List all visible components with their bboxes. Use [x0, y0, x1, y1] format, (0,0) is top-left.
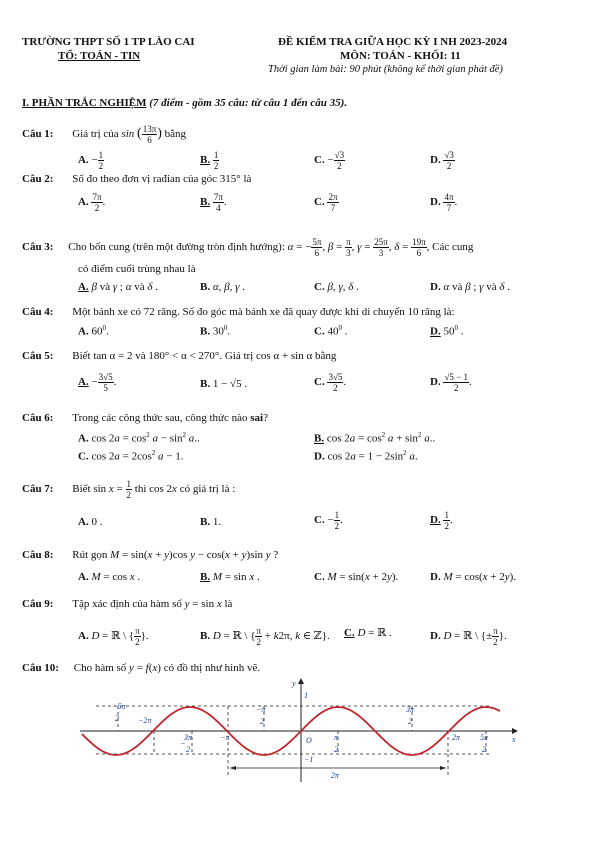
question-text: Biết sin x = $\frac{1}{2}$ thì cos 2x có giá trị là :: [72, 479, 236, 500]
guide-lines: [96, 706, 492, 776]
q3-option-b[interactable]: B. α, β, γ .: [200, 281, 245, 293]
function-graph: [80, 676, 520, 784]
tick-y-neg-1: −1: [304, 755, 314, 764]
tick-y-1: 1: [304, 691, 308, 700]
q2-option-a[interactable]: A. $\frac{7\pi}{2}$ .: [78, 192, 106, 213]
q4-option-c[interactable]: C. $40^0$ .: [314, 324, 348, 338]
y-axis-arrow-icon: [298, 678, 304, 684]
q5-option-d[interactable]: D. $\frac{√5 - 1}{2}$ .: [430, 372, 472, 393]
q4-option-a[interactable]: A. $60^0$.: [78, 324, 109, 338]
q5-option-c[interactable]: C. $\frac{3√5}{2}$ .: [314, 372, 347, 393]
q8-option-c[interactable]: C. M = sin(x + 2y).: [314, 571, 399, 583]
q6-option-d[interactable]: D. $\cos 2a = 1 - 2\sin^2$ a.: [314, 449, 418, 463]
tick-neg-3pi-2: 3π: [184, 733, 193, 742]
tick-5pi-2-den: 2: [482, 745, 486, 754]
school-name: TRƯỜNG THPT SỐ 1 TP LÀO CAI: [22, 36, 195, 48]
question-label: Câu 8:: [22, 549, 54, 561]
q8-option-d[interactable]: D. M = cos(x + 2y).: [430, 571, 517, 583]
tick-neg-2pi: −2π: [138, 716, 152, 725]
q4-option-b[interactable]: B. $30^0$.: [200, 324, 231, 338]
question-9: [22, 598, 232, 610]
period-arrow-right-icon: [440, 766, 446, 770]
tick-pi-2: π: [334, 733, 339, 742]
question-3: [22, 237, 473, 258]
question-text: Cho bốn cung (trên một đường tròn định hướng): α = − $\frac{5\pi}{6}$ , β = $\frac{\pi}{3}$ , γ = $\frac{25\pi}{3}$ , δ = $\frac{19\pi}{6}$ , Các cung: [68, 237, 474, 258]
tick-3pi-2-den: 2: [408, 717, 412, 726]
q7-option-d[interactable]: D. $\frac{1}{2}$ .: [430, 510, 453, 531]
subject: MÔN: TOÁN - KHỐI: 11: [340, 50, 461, 62]
q1-option-b[interactable]: B. $\frac{1}{2}$: [200, 150, 219, 171]
question-3-cont: có điểm cuối trùng nhau là: [78, 263, 196, 275]
q8-option-b[interactable]: B. M = sin x .: [200, 571, 260, 583]
question-6: [22, 412, 268, 424]
q3-option-c[interactable]: C. β, γ, δ .: [314, 281, 359, 293]
section-note: (7 điểm - gồm 35 câu: từ câu 1 đến câu 35).: [146, 97, 348, 109]
q4-option-d[interactable]: D. $50^0$ .: [430, 324, 464, 338]
question-text: Giá trị của sin ( $\frac{13\pi}{6}$ ) bằng: [72, 124, 187, 145]
tick-neg-pi-2-den: 2: [260, 717, 264, 726]
section-title: I. PHẦN TRẮC NGHIỆM: [22, 97, 147, 109]
question-label: Câu 5:: [22, 350, 54, 362]
question-label: Câu 10:: [22, 662, 59, 674]
tick-neg-5pi-2-den: 2: [115, 714, 119, 723]
q6-option-b[interactable]: B. $\cos 2a = \cos^2 a + \sin^2 a$..: [314, 431, 436, 445]
tick-pi-2-den: 2: [334, 745, 338, 754]
tick-neg-3pi-2-sign: −: [180, 739, 186, 748]
q8-option-a[interactable]: A. M = cos x .: [78, 571, 141, 583]
question-text: Trong các công thức sau, công thức nào sai?: [72, 412, 268, 424]
question-label: Câu 1:: [22, 128, 54, 141]
exam-title: ĐỀ KIỂM TRA GIỮA HỌC KỲ I NH 2023-2024: [278, 36, 508, 48]
period-label: 2π: [331, 771, 340, 780]
tick-2pi: 2π: [452, 733, 461, 742]
department: TỔ: TOÁN - TIN: [58, 50, 141, 62]
origin-label: O: [306, 736, 312, 745]
question-text: Rút gọn M = sin(x + y)cos y − cos(x + y)sin y ?: [72, 549, 279, 561]
tick-5pi-2: 5π: [480, 733, 489, 742]
q6-option-c[interactable]: C. $\cos 2a = 2\cos^2$ a − 1.: [78, 449, 184, 463]
tick-neg-5pi-2: −5π: [112, 702, 126, 711]
q7-option-b[interactable]: B. 1.: [200, 516, 222, 528]
q9-option-d[interactable]: D. D = ℝ \ {± $\frac{\pi}{2}$ }.: [430, 626, 507, 647]
q1-option-d[interactable]: D. $\frac{√3}{2}$: [430, 150, 454, 171]
q9-option-c[interactable]: C. D = ℝ .: [344, 627, 392, 639]
question-text: Một bánh xe có 72 răng. Số đo góc mà bánh xe đã quay được khi di chuyển 10 răng là:: [72, 306, 455, 318]
question-label: Câu 6:: [22, 412, 54, 424]
question-1: [22, 124, 186, 145]
q7-option-c[interactable]: C. − $\frac{1}{2}$ .: [314, 510, 343, 531]
period-arrow-left-icon: [230, 766, 236, 770]
q2-option-d[interactable]: D. $\frac{4\pi}{7}$ .: [430, 192, 458, 213]
question-label: Câu 3:: [22, 241, 54, 254]
q3-option-a[interactable]: A. β và γ ; α và δ .: [78, 281, 159, 293]
question-10: [22, 662, 260, 674]
q6-option-a[interactable]: A. $\cos 2a = \cos^2 a - \sin^2 a$..: [78, 431, 200, 445]
tick-neg-3pi-2-den: 2: [186, 745, 190, 754]
question-label: Câu 2:: [22, 173, 54, 185]
question-4: [22, 306, 455, 318]
section-heading: [22, 97, 347, 109]
question-text: Biết tan α = 2 và 180° < α < 270°. Giá trị cos α + sin α bằng: [72, 350, 337, 362]
question-8: [22, 549, 278, 561]
x-axis-label: x: [512, 735, 516, 744]
tick-neg-pi-2: −π: [256, 705, 266, 714]
question-text: Cho hàm số y = f(x) có đồ thị như hình vẽ.: [73, 662, 261, 674]
q5-option-a[interactable]: A. − $\frac{3√5}{5}$ .: [78, 372, 117, 393]
q2-option-b[interactable]: B. $\frac{7\pi}{4}$ .: [200, 192, 227, 213]
q3-option-d[interactable]: D. α và β ; γ và δ .: [430, 281, 511, 293]
q1-option-a[interactable]: A. − $\frac{1}{2}$: [78, 150, 104, 171]
q7-option-a[interactable]: A. 0 .: [78, 516, 103, 528]
q1-option-c[interactable]: C. − $\frac{√3}{2}$: [314, 150, 345, 171]
q5-option-b[interactable]: B. 1 − √5 .: [200, 378, 248, 390]
question-label: Câu 9:: [22, 598, 54, 610]
q9-option-b[interactable]: B. D = ℝ \ { $\frac{\pi}{2}$ + k2π, k ∈ ℤ}.: [200, 626, 330, 647]
question-text: Số đo theo đơn vị rađian của góc 315° là: [72, 173, 252, 185]
question-2: [22, 173, 251, 185]
tick-3pi-2: 3π: [406, 705, 415, 714]
x-axis-arrow-icon: [512, 728, 518, 734]
question-7: [22, 479, 235, 500]
question-label: Câu 4:: [22, 306, 54, 318]
exam-time: Thời gian làm bài: 90 phút (không kể thời gian phát đề): [268, 64, 503, 75]
q9-option-a[interactable]: A. D = ℝ \ { $\frac{\pi}{2}$ }.: [78, 626, 149, 647]
question-text: Tập xác định của hàm số y = sin x là: [72, 598, 233, 610]
q2-option-c[interactable]: C. $\frac{2\pi}{7}$: [314, 192, 338, 213]
question-5: [22, 350, 336, 362]
tick-neg-pi: −π: [220, 733, 230, 742]
y-axis-label: y: [292, 679, 296, 688]
question-label: Câu 7:: [22, 483, 54, 496]
